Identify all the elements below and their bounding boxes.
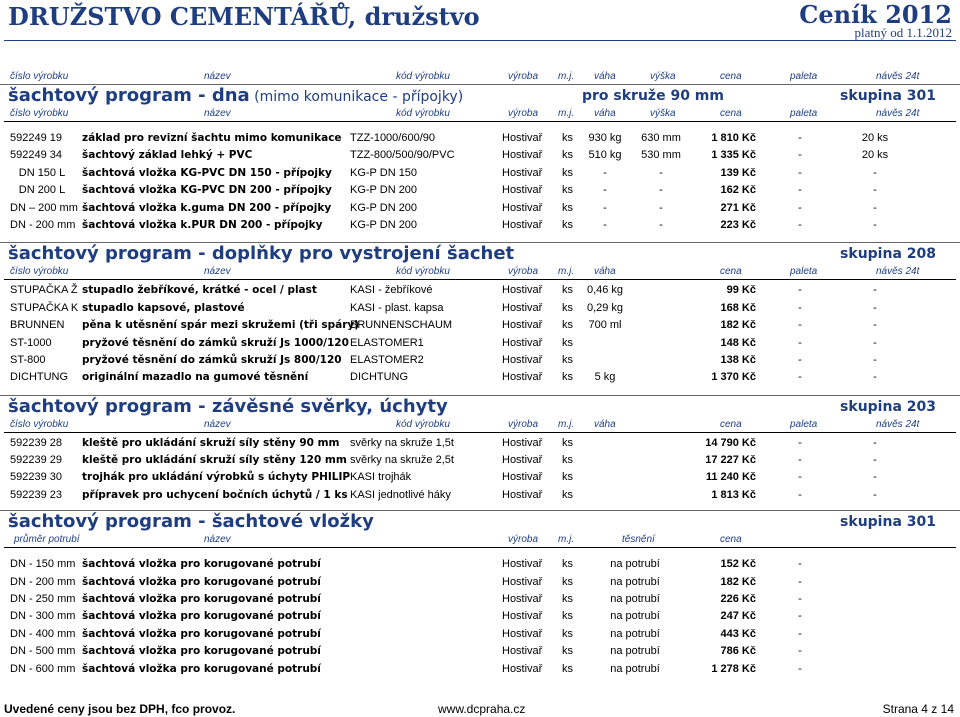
product-mj: ks [562,166,573,179]
col-vyroba: výroba [508,266,539,278]
table-row [0,608,960,625]
section-note: pro skruže 90 mm [582,88,724,104]
section-title-vlozky [0,510,960,533]
product-vaha: 700 ml [588,319,622,332]
product-code: DN - 200 mm [10,575,76,588]
product-name: kleště pro ukládání skruží síly stěny 90 mm [82,436,340,449]
table-row [0,130,960,147]
product-vyroba: Hostivař [502,149,543,162]
product-name: šachtová vložka pro korugované potrubí [82,662,321,675]
col-nazev: název [204,71,231,82]
product-kod: KASI jednotlivé háky [350,488,451,501]
table-row [0,574,960,591]
product-navez: 20 ks [861,132,889,144]
product-mj: ks [562,218,573,231]
product-paleta: - [798,575,802,588]
product-navez: - [873,301,877,314]
product-tesneni: na potrubí [610,662,660,675]
product-name: pryžové těsnění do zámků skruží Js 800/120 [82,353,342,366]
col-mj: m.j. [558,71,575,82]
col-kod: kód výrobku [396,418,450,430]
col-cena: cena [720,71,742,82]
col-vyska: výška [650,108,676,119]
product-code: 592249 34 [10,149,62,162]
product-navez: - [873,488,877,501]
product-name: přípravek pro uchycení bočních úchytů / 1 ks [82,488,348,501]
product-vyroba: Hostivař [502,558,543,571]
product-price: 14 790 Kč [705,436,756,449]
product-kod: ELASTOMER2 [350,353,424,366]
product-vaha: - [603,166,607,179]
product-name: šachtová vložka pro korugované potrubí [82,575,321,588]
product-mj: ks [562,201,573,214]
table-row [0,591,960,608]
product-tesneni: na potrubí [610,627,660,640]
product-navez: - [873,454,877,467]
product-vyroba: Hostivař [502,610,543,623]
section-rows-vlozky [0,556,960,678]
product-mj: ks [562,662,573,675]
product-mj: ks [562,436,573,449]
product-name: pěna k utěsnění spár mezi skružemi (tři spáry) [82,319,360,332]
product-vyroba: Hostivař [502,575,543,588]
product-kod: svěrky na skruže 2,5t [350,454,454,467]
product-paleta: - [798,336,802,349]
product-code: DN 200 L [18,184,66,197]
product-mj: ks [562,132,573,144]
section-subtitle: (mimo komunikace - přípojky) [249,89,464,105]
product-navez: - [873,471,877,484]
product-kod: KG-P DN 200 [350,184,418,197]
product-paleta: - [798,627,802,640]
product-mj: ks [562,627,573,640]
product-code: ST-800 [10,353,46,366]
product-name: šachtová vložka KG-PVC DN 150 - přípojky [82,166,332,179]
product-vyroba: Hostivař [502,454,543,467]
product-code: 592239 30 [10,471,62,484]
product-name: šachtová vložka pro korugované potrubí [82,610,321,623]
table-row [0,435,960,452]
product-paleta: - [798,201,802,214]
product-name: šachtová vložka pro korugované potrubí [82,627,321,640]
col-cislo: číslo výrobku [10,418,69,430]
table-row [0,217,960,234]
product-code: DN - 400 mm [10,627,76,640]
product-paleta: - [798,319,802,332]
product-code: DN - 500 mm [10,645,76,658]
section-title-text: šachtový program - závěsné svěrky, úchyty [8,395,448,417]
table-row [0,626,960,643]
section-rows-dna [0,130,960,234]
col-paleta: paleta [790,108,818,119]
product-code: ST-1000 [10,336,52,349]
product-paleta: - [798,558,802,571]
product-vyroba: Hostivař [502,593,543,606]
product-name: šachtová vložka k.guma DN 200 - přípojky [82,201,332,214]
product-vyroba: Hostivař [502,284,543,297]
product-vyroba: Hostivař [502,471,543,484]
col-mj: m.j. [558,418,575,430]
col-vyroba: výroba [508,418,539,430]
product-mj: ks [562,184,573,197]
product-navez: - [873,336,877,349]
product-vyroba: Hostivař [502,301,543,314]
col-vaha: váha [594,266,616,278]
product-price: 1 278 Kč [711,662,756,675]
product-name: trojhák pro ukládání výrobků s úchyty PHILIP [82,471,351,484]
product-mj: ks [562,301,573,314]
col-cislo: číslo výrobku [10,71,69,82]
col-nazev: název [204,534,231,546]
col-nazev: název [204,108,231,119]
product-name: originální mazadlo na gumové těsnění [82,371,309,384]
table-row [0,643,960,660]
col-mj: m.j. [558,534,575,546]
col-vyska: výška [650,71,676,82]
price-list [0,70,960,678]
product-price: 11 240 Kč [705,471,756,484]
table-row [0,556,960,573]
product-vyroba: Hostivař [502,184,543,197]
product-paleta: - [798,166,802,179]
product-price: 139 Kč [720,166,756,179]
product-mj: ks [562,149,573,162]
product-kod: svěrky na skruže 1,5t [350,436,454,449]
product-vyroba: Hostivař [502,336,543,349]
product-vaha: - [603,201,607,214]
product-navez: - [873,166,877,179]
product-kod: ELASTOMER1 [350,336,424,349]
col-kod: kód výrobku [396,108,450,119]
product-code: DN - 150 mm [10,558,76,571]
product-mj: ks [562,319,573,332]
footer-note: Uvedené ceny jsou bez DPH, fco provoz. [4,702,236,716]
col-cena: cena [720,108,742,119]
column-header-row [0,107,960,121]
product-code: BRUNNEN [10,319,65,332]
document-title: Ceník 2012 [799,0,952,29]
product-mj: ks [562,284,573,297]
col-prumer: průměr potrubí [14,534,80,546]
product-kod: KG-P DN 200 [350,218,418,231]
product-vyroba: Hostivař [502,662,543,675]
col-mj: m.j. [558,266,575,278]
product-navez: - [873,353,877,366]
product-navez: - [873,371,877,384]
page-number: Strana 4 z 14 [882,702,954,716]
product-paleta: - [798,132,802,144]
product-tesneni: na potrubí [610,593,660,606]
product-kod: KG-P DN 200 [350,201,418,214]
product-vaha: - [603,218,607,231]
product-price: 443 Kč [720,627,756,640]
product-vaha: 930 kg [588,132,622,144]
product-tesneni: na potrubí [610,610,660,623]
col-paleta: paleta [790,266,818,278]
table-row [0,317,960,334]
section-rows-sverky [0,435,960,505]
product-vaha: 510 kg [588,149,622,162]
group-label: skupina 203 [840,398,936,415]
column-header-row [0,70,960,84]
product-paleta: - [798,662,802,675]
product-mj: ks [562,371,573,384]
product-paleta: - [798,610,802,623]
product-name: základ pro revizní šachtu mimo komunikace [82,132,342,144]
product-price: 1 810 Kč [711,132,756,144]
section-title-text: šachtový program - dna [8,85,250,106]
product-vyska: - [659,201,663,214]
product-price: 99 Kč [726,284,756,297]
col-paleta: paleta [790,71,818,82]
product-price: 786 Kč [720,645,756,658]
product-vyroba: Hostivař [502,627,543,640]
product-name: šachtová vložka pro korugované potrubí [82,593,321,606]
product-price: 1 335 Kč [711,149,756,162]
table-row [0,469,960,486]
table-row [0,452,960,469]
product-vyroba: Hostivař [502,371,543,384]
group-label: skupina 301 [840,514,936,531]
product-navez: - [873,218,877,231]
col-nazev: název [204,418,231,430]
product-name: pryžové těsnění do zámků skruží Js 1000/120 [82,336,349,349]
product-vaha: 5 kg [594,371,616,384]
product-mj: ks [562,471,573,484]
col-tesneni: těsnění [622,534,655,546]
table-row [0,147,960,164]
product-price: 168 Kč [720,301,756,314]
product-code: DN – 200 mm [10,201,78,214]
product-name: stupadlo žebříkové, krátké - ocel / plast [82,284,317,297]
product-vyska: 530 mm [641,149,681,162]
group-label: skupina 208 [840,246,936,263]
product-vyroba: Hostivař [502,488,543,501]
col-kod: kód výrobku [396,71,450,82]
col-vyroba: výroba [508,71,539,82]
group-label: skupina 301 [840,88,936,104]
product-navez: - [873,184,877,197]
product-price: 162 Kč [720,184,756,197]
product-name: šachtová vložka pro korugované potrubí [82,558,321,571]
product-code: DN - 300 mm [10,610,76,623]
product-navez: - [873,201,877,214]
product-code: DN - 250 mm [10,593,76,606]
table-row [0,487,960,504]
product-vyroba: Hostivař [502,132,543,144]
table-row [0,661,960,678]
table-row [0,352,960,369]
product-vyroba: Hostivař [502,353,543,366]
col-navez: návěs 24t [876,108,920,119]
col-vaha: váha [594,71,616,82]
product-price: 17 227 Kč [705,454,756,467]
product-price: 223 Kč [720,218,756,231]
table-row [0,335,960,352]
product-code: 592239 29 [10,454,62,467]
product-tesneni: na potrubí [610,575,660,588]
product-name: šachtová vložka k.PUR DN 200 - přípojky [82,218,323,231]
product-price: 226 Kč [720,593,756,606]
product-kod: TZZ-800/500/90/PVC [350,149,455,162]
col-vaha: váha [594,108,616,119]
section-title-dna [0,84,960,107]
col-cena: cena [720,534,742,546]
table-row [0,300,960,317]
product-mj: ks [562,353,573,366]
col-kod: kód výrobku [396,266,450,278]
product-vyska: 630 mm [641,132,681,144]
product-vyska: - [659,184,663,197]
product-code: 592239 23 [10,488,62,501]
product-kod: KASI - plast. kapsa [350,301,444,314]
product-price: 148 Kč [720,336,756,349]
column-header-row [0,418,960,432]
product-kod: DICHTUNG [350,371,409,384]
col-navez: návěs 24t [876,71,920,82]
product-paleta: - [798,301,802,314]
product-name: stupadlo kapsové, plastové [82,301,245,314]
product-vyska: - [659,218,663,231]
product-vyroba: Hostivař [502,166,543,179]
table-row [0,282,960,299]
product-paleta: - [798,149,802,162]
section-rows-doplnky [0,282,960,386]
product-price: 138 Kč [720,353,756,366]
col-navez: návěs 24t [876,266,920,278]
table-row [0,182,960,199]
section-title-doplnky [0,242,960,265]
product-name: kleště pro ukládání skruží síly stěny 120 mm [82,454,347,467]
product-kod: TZZ-1000/600/90 [350,132,435,144]
product-paleta: - [798,218,802,231]
product-code: DICHTUNG [10,371,69,384]
product-mj: ks [562,575,573,588]
product-price: 1 813 Kč [711,488,756,501]
product-tesneni: na potrubí [610,558,660,571]
product-mj: ks [562,454,573,467]
product-paleta: - [798,284,802,297]
product-navez: - [873,284,877,297]
col-cislo: číslo výrobku [10,108,69,119]
product-vaha: 0,46 kg [586,284,624,297]
company-name: DRUŽSTVO CEMENTÁŘŮ, družstvo [8,2,480,31]
product-paleta: - [798,371,802,384]
product-price: 271 Kč [720,201,756,214]
product-mj: ks [562,336,573,349]
valid-from: platný od 1.1.2012 [854,25,952,40]
section-title-text: šachtový program - šachtové vložky [8,511,374,533]
product-navez: - [873,436,877,449]
product-vaha: 0,29 kg [586,301,624,314]
table-row [0,165,960,182]
product-kod: KASI - žebříkové [350,284,433,297]
col-vyroba: výroba [508,534,539,546]
col-navez: návěs 24t [876,418,920,430]
product-code: DN - 600 mm [10,662,76,675]
product-paleta: - [798,184,802,197]
col-mj: m.j. [558,108,575,119]
product-paleta: - [798,471,802,484]
table-row [0,369,960,386]
column-header-row [0,533,960,547]
product-price: 1 370 Kč [711,371,756,384]
section-title-sverky [0,395,960,418]
product-vyroba: Hostivař [502,201,543,214]
product-price: 182 Kč [720,575,756,588]
col-cena: cena [720,266,742,278]
section-title-text: šachtový program - doplňky pro vystrojení šachet [8,243,515,265]
col-paleta: paleta [790,418,818,430]
product-vyroba: Hostivař [502,319,543,332]
product-navez: 20 ks [861,149,889,162]
header-rule [4,40,956,41]
product-price: 152 Kč [720,558,756,571]
product-code: 592249 19 [10,132,62,144]
product-paleta: - [798,488,802,501]
product-vaha: - [603,184,607,197]
product-name: šachtová vložka KG-PVC DN 200 - přípojky [82,184,332,197]
product-paleta: - [798,645,802,658]
product-price: 182 Kč [720,319,756,332]
product-vyroba: Hostivař [502,645,543,658]
col-vyroba: výroba [508,108,539,119]
col-cena: cena [720,418,742,430]
table-row [0,200,960,217]
product-tesneni: na potrubí [610,645,660,658]
product-mj: ks [562,645,573,658]
product-name: šachtový základ lehký + PVC [82,149,253,162]
product-vyska: - [659,166,663,179]
col-nazev: název [204,266,231,278]
product-kod: KASI trojhák [350,471,412,484]
product-code: DN - 200 mm [10,218,76,231]
col-cislo: číslo výrobku [10,266,69,278]
product-paleta: - [798,353,802,366]
product-vyroba: Hostivař [502,218,543,231]
product-paleta: - [798,454,802,467]
product-mj: ks [562,488,573,501]
product-kod: BRUNNENSCHAUM [350,319,453,332]
footer-website[interactable]: www.dcpraha.cz [438,702,526,716]
product-mj: ks [562,593,573,606]
product-kod: KG-P DN 150 [350,166,418,179]
product-mj: ks [562,610,573,623]
product-vyroba: Hostivař [502,436,543,449]
product-name: šachtová vložka pro korugované potrubí [82,645,321,658]
product-paleta: - [798,593,802,606]
product-mj: ks [562,558,573,571]
product-code: STUPAČKA K [10,301,79,314]
product-navez: - [873,319,877,332]
product-code: STUPAČKA Ž [10,284,78,297]
product-paleta: - [798,436,802,449]
product-code: DN 150 L [18,166,66,179]
product-code: 592239 28 [10,436,62,449]
col-vaha: váha [594,418,616,430]
product-price: 247 Kč [720,610,756,623]
column-header-row [0,265,960,279]
